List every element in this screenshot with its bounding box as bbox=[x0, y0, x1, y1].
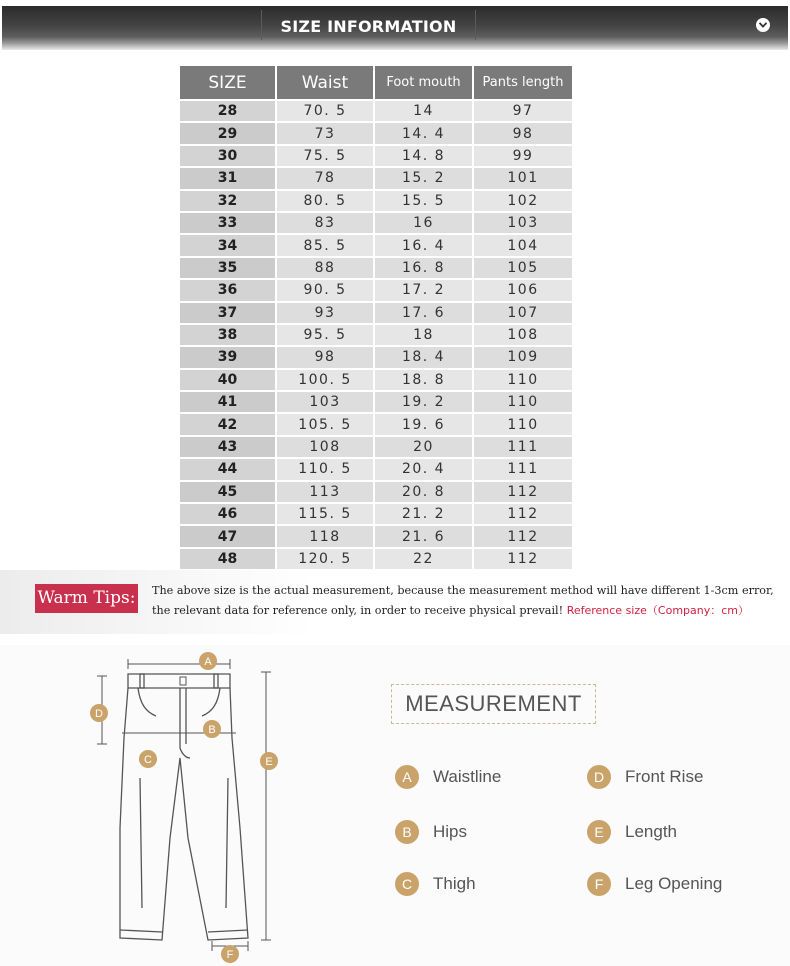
marker-c-label: C bbox=[144, 754, 152, 766]
cell-foot-mouth: 14. 8 bbox=[374, 145, 473, 167]
cell-pants-length: 107 bbox=[473, 302, 573, 324]
cell-waist: 75. 5 bbox=[276, 145, 374, 167]
cell-waist: 88 bbox=[276, 257, 374, 279]
cell-waist: 80. 5 bbox=[276, 190, 374, 212]
cell-pants-length: 99 bbox=[473, 145, 573, 167]
measurement-title: MEASUREMENT bbox=[405, 691, 582, 716]
cell-waist: 115. 5 bbox=[276, 503, 374, 525]
cell-pants-length: 101 bbox=[473, 167, 573, 189]
cell-waist: 95. 5 bbox=[276, 324, 374, 346]
cell-size: 44 bbox=[180, 458, 276, 480]
cell-waist: 113 bbox=[276, 481, 374, 503]
cell-pants-length: 111 bbox=[473, 436, 573, 458]
table-row bbox=[180, 100, 573, 122]
cell-size: 47 bbox=[180, 525, 276, 547]
cell-foot-mouth: 21. 2 bbox=[374, 503, 473, 525]
cell-foot-mouth: 19. 6 bbox=[374, 413, 473, 435]
cell-foot-mouth: 21. 6 bbox=[374, 525, 473, 547]
cell-foot-mouth: 17. 6 bbox=[374, 302, 473, 324]
cell-pants-length: 102 bbox=[473, 190, 573, 212]
marker-a-label: A bbox=[204, 656, 212, 668]
cell-pants-length: 112 bbox=[473, 548, 573, 569]
column-header-size: SIZE bbox=[180, 66, 276, 100]
cell-waist: 93 bbox=[276, 302, 374, 324]
cell-size: 43 bbox=[180, 436, 276, 458]
cell-waist: 85. 5 bbox=[276, 234, 374, 256]
table-row bbox=[180, 122, 573, 144]
table-row bbox=[180, 167, 573, 189]
cell-size: 33 bbox=[180, 212, 276, 234]
table-row bbox=[180, 324, 573, 346]
cell-waist: 105. 5 bbox=[276, 413, 374, 435]
legend-label: Waistline bbox=[433, 767, 502, 786]
table-row bbox=[180, 302, 573, 324]
cell-pants-length: 106 bbox=[473, 279, 573, 301]
cell-foot-mouth: 15. 2 bbox=[374, 167, 473, 189]
cell-waist: 70. 5 bbox=[276, 100, 374, 122]
cell-foot-mouth: 14 bbox=[374, 100, 473, 122]
letter-c-icon: C bbox=[395, 872, 419, 896]
cell-size: 39 bbox=[180, 346, 276, 368]
cell-size: 35 bbox=[180, 257, 276, 279]
chevron-down-icon[interactable] bbox=[756, 18, 770, 32]
cell-foot-mouth: 20. 4 bbox=[374, 458, 473, 480]
table-row bbox=[180, 190, 573, 212]
cell-pants-length: 104 bbox=[473, 234, 573, 256]
cell-pants-length: 108 bbox=[473, 324, 573, 346]
measurement-title-box bbox=[391, 684, 596, 724]
cell-size: 40 bbox=[180, 369, 276, 391]
header-title-box bbox=[261, 10, 476, 40]
cell-size: 28 bbox=[180, 100, 276, 122]
cell-waist: 100. 5 bbox=[276, 369, 374, 391]
letter-b-icon: B bbox=[395, 820, 419, 844]
pants-diagram bbox=[80, 648, 300, 966]
legend-label: Thigh bbox=[433, 874, 476, 893]
legend-label: Hips bbox=[433, 822, 468, 841]
marker-b-label: B bbox=[208, 724, 216, 736]
legend-label: Length bbox=[625, 822, 677, 841]
cell-size: 46 bbox=[180, 503, 276, 525]
pants-outline bbox=[120, 674, 248, 940]
cell-foot-mouth: 16. 4 bbox=[374, 234, 473, 256]
cell-pants-length: 110 bbox=[473, 369, 573, 391]
cell-foot-mouth: 22 bbox=[374, 548, 473, 569]
cell-size: 38 bbox=[180, 324, 276, 346]
cell-pants-length: 112 bbox=[473, 503, 573, 525]
warm-tips-label: Warm Tips: bbox=[35, 584, 138, 613]
table-row bbox=[180, 257, 573, 279]
cell-pants-length: 110 bbox=[473, 391, 573, 413]
cell-size: 36 bbox=[180, 279, 276, 301]
cell-size: 30 bbox=[180, 145, 276, 167]
cell-pants-length: 112 bbox=[473, 525, 573, 547]
table-row bbox=[180, 346, 573, 368]
cell-waist: 120. 5 bbox=[276, 548, 374, 569]
measurement-guides bbox=[97, 659, 271, 951]
cell-size: 31 bbox=[180, 167, 276, 189]
cell-pants-length: 103 bbox=[473, 212, 573, 234]
table-row bbox=[180, 548, 573, 569]
cell-size: 48 bbox=[180, 548, 276, 569]
cell-pants-length: 112 bbox=[473, 481, 573, 503]
letter-f-icon: F bbox=[587, 872, 611, 896]
cell-foot-mouth: 15. 5 bbox=[374, 190, 473, 212]
cell-foot-mouth: 20 bbox=[374, 436, 473, 458]
tips-text-line-2 bbox=[152, 602, 749, 618]
cell-foot-mouth: 18 bbox=[374, 324, 473, 346]
marker-d-label: D bbox=[95, 708, 103, 720]
cell-pants-length: 97 bbox=[473, 100, 573, 122]
cell-size: 29 bbox=[180, 122, 276, 144]
cell-waist: 98 bbox=[276, 346, 374, 368]
cell-foot-mouth: 14. 4 bbox=[374, 122, 473, 144]
table-row bbox=[180, 234, 573, 256]
cell-pants-length: 105 bbox=[473, 257, 573, 279]
cell-waist: 90. 5 bbox=[276, 279, 374, 301]
cell-pants-length: 109 bbox=[473, 346, 573, 368]
cell-size: 32 bbox=[180, 190, 276, 212]
table-header-row bbox=[180, 66, 573, 100]
letter-d-icon: D bbox=[587, 765, 611, 789]
legend-label: Leg Opening bbox=[625, 874, 723, 893]
diagram-markers bbox=[90, 652, 278, 963]
cell-waist: 118 bbox=[276, 525, 374, 547]
column-header-pants-length: Pants length bbox=[473, 66, 573, 100]
cell-waist: 73 bbox=[276, 122, 374, 144]
cell-foot-mouth: 16 bbox=[374, 212, 473, 234]
column-header-waist: Waist bbox=[276, 66, 374, 100]
marker-f-label: F bbox=[226, 949, 234, 961]
letter-a-icon: A bbox=[395, 765, 419, 789]
reference-size-note: Reference size（Company：cm） bbox=[566, 604, 749, 617]
cell-size: 34 bbox=[180, 234, 276, 256]
cell-foot-mouth: 17. 2 bbox=[374, 279, 473, 301]
cell-waist: 110. 5 bbox=[276, 458, 374, 480]
cell-size: 37 bbox=[180, 302, 276, 324]
size-table bbox=[180, 66, 574, 569]
legend-label: Front Rise bbox=[625, 767, 704, 786]
cell-pants-length: 98 bbox=[473, 122, 573, 144]
table-row bbox=[180, 369, 573, 391]
button-icon bbox=[180, 677, 186, 685]
cell-waist: 108 bbox=[276, 436, 374, 458]
table-row bbox=[180, 279, 573, 301]
table-row bbox=[180, 413, 573, 435]
tips-text-line-2-body: the relevant data for reference only, in order to receive physical prevail! bbox=[152, 604, 564, 617]
cell-waist: 103 bbox=[276, 391, 374, 413]
cell-foot-mouth: 20. 8 bbox=[374, 481, 473, 503]
cell-waist: 83 bbox=[276, 212, 374, 234]
column-header-foot-mouth: Foot mouth bbox=[374, 66, 473, 100]
cell-pants-length: 110 bbox=[473, 413, 573, 435]
table-row bbox=[180, 503, 573, 525]
tips-text-line-1: The above size is the actual measurement, because the measurement method will have different 1-3cm error, bbox=[152, 584, 774, 597]
cell-waist: 78 bbox=[276, 167, 374, 189]
section-title: SIZE INFORMATION bbox=[280, 17, 457, 36]
cell-size: 41 bbox=[180, 391, 276, 413]
table-row bbox=[180, 212, 573, 234]
section-header bbox=[2, 6, 788, 50]
cell-foot-mouth: 18. 4 bbox=[374, 346, 473, 368]
cell-size: 42 bbox=[180, 413, 276, 435]
table-row bbox=[180, 481, 573, 503]
cell-foot-mouth: 16. 8 bbox=[374, 257, 473, 279]
cell-size: 45 bbox=[180, 481, 276, 503]
cell-foot-mouth: 19. 2 bbox=[374, 391, 473, 413]
table-row bbox=[180, 458, 573, 480]
table-row bbox=[180, 525, 573, 547]
table-row bbox=[180, 436, 573, 458]
table-row bbox=[180, 145, 573, 167]
marker-e-label: E bbox=[265, 756, 273, 768]
letter-e-icon: E bbox=[587, 820, 611, 844]
cell-pants-length: 111 bbox=[473, 458, 573, 480]
table-row bbox=[180, 391, 573, 413]
cell-foot-mouth: 18. 8 bbox=[374, 369, 473, 391]
